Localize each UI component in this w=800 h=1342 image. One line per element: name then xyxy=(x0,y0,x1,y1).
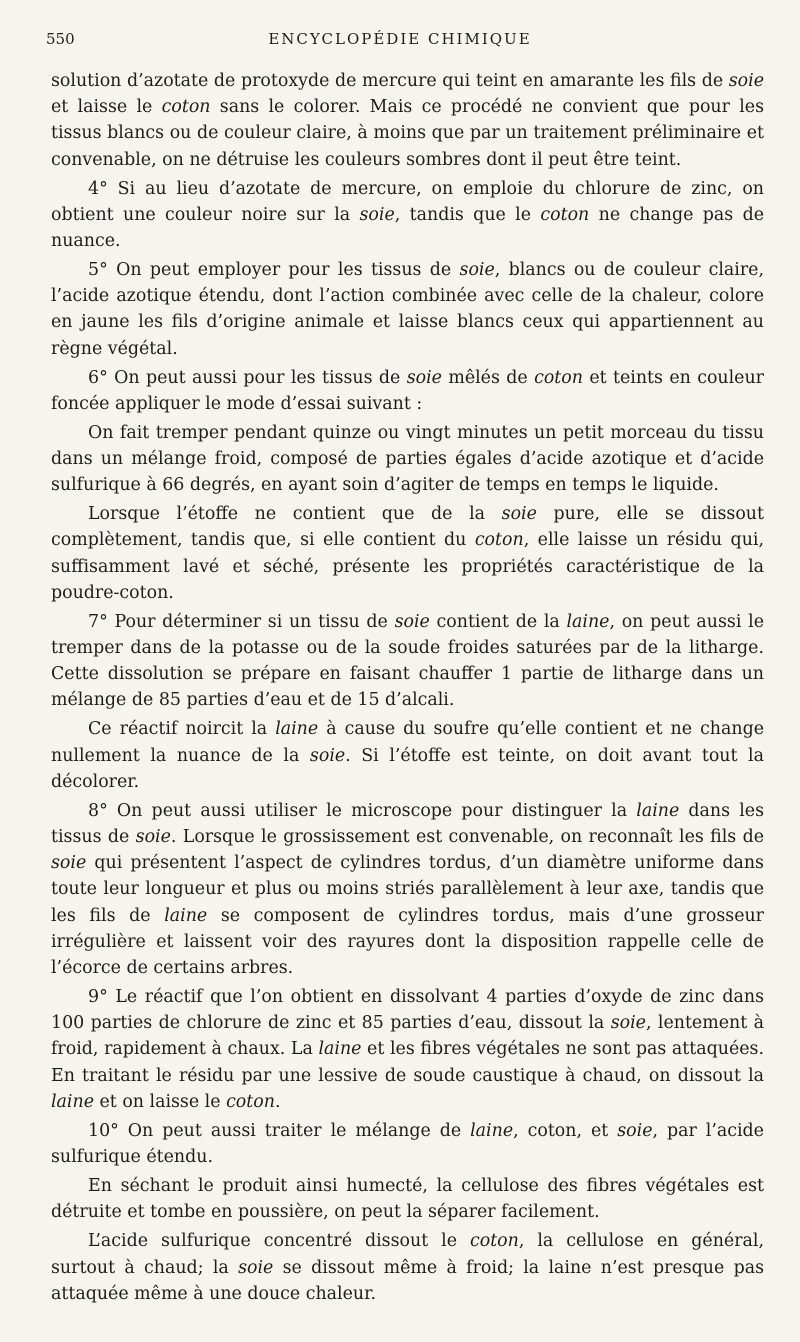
running-title: ENCYCLOPÉDIE CHIMIQUE xyxy=(268,30,532,48)
text-run: , par l’acide sulfurique étendu. xyxy=(51,1120,764,1168)
paragraph xyxy=(51,798,764,981)
paragraph xyxy=(51,501,764,606)
text-run: 4° Si au lieu d’azotate de mercure, on emploie du chlorure de zinc, on obtient une couleur noire sur la xyxy=(51,178,764,225)
text-run: , tandis que le xyxy=(394,204,541,225)
text-run: mêlés de xyxy=(441,367,535,388)
italic-term: soie xyxy=(501,504,537,525)
text-run: 10° On peut aussi traiter le mélange de xyxy=(88,1120,471,1141)
italic-term: soie xyxy=(610,1013,646,1034)
italic-term: laine xyxy=(636,800,680,821)
paragraph xyxy=(51,68,764,173)
italic-term: soie xyxy=(394,611,430,632)
text-run: et on laisse le xyxy=(93,1091,227,1112)
text-run: 9° Le réactif que l’on obtient en dissolvant 4 parties d’oxyde de zinc dans 100 parties de chlorure de zinc et 85 parties d’eau, dissout la xyxy=(51,987,764,1034)
text-run: contient de la xyxy=(429,611,567,632)
text-run: et laisse le xyxy=(51,97,162,118)
text-run: solution d’azotate de protoxyde de mercure qui teint en amarante les fils de xyxy=(51,71,729,91)
text-run: En séchant le produit ainsi humecté, la cellulose des fibres végétales est détruite et tombe en poussière, on peut la séparer facilement. xyxy=(51,1176,764,1223)
text-run: Lorsque l’étoffe ne contient que de la xyxy=(88,504,502,525)
italic-term: coton xyxy=(161,97,211,118)
italic-term: soie xyxy=(728,71,764,91)
text-run: . xyxy=(274,1091,281,1112)
text-run: sans le colorer. Mais ce procédé ne convient que pour les tissus blancs ou de couleur claire, à moins que par un traitement préliminaire et convenable, on ne détruise les couleurs sombres dont il peut être teint. xyxy=(51,97,764,170)
text-run: dans les tissus de xyxy=(51,800,764,848)
text-run: à cause du soufre qu’elle contient et ne change nullement la nuance de la xyxy=(51,719,764,766)
italic-term: soie xyxy=(459,260,495,281)
text-run: qui présentent l’aspect de cylindres tordus, d’un diamètre uniforme dans toute leur longueur et plus ou moins striés parallèlement à leur axe, tandis que les fils de xyxy=(51,853,764,926)
text-run: Ce réactif noircit la xyxy=(88,719,276,740)
italic-term: soie xyxy=(617,1120,653,1141)
paragraph xyxy=(51,1118,764,1170)
text-run: , on peut aussi le tremper dans de la potasse ou de la soude froides saturées par de la litharge. Cette dissolution se prépare en faisant chauffer 1 partie de litharge dans un mélange de 85 parties d’eau et de 15 d’alcali. xyxy=(51,611,764,711)
text-run: ne change pas de nuance. xyxy=(51,204,764,252)
text-run: 5° On peut employer pour les tissus de xyxy=(88,260,460,281)
text-run: et teints en couleur foncée appliquer le mode d’essai suivant : xyxy=(51,367,764,414)
text-run: 8° On peut aussi utiliser le microscope pour distinguer la xyxy=(88,800,637,821)
paragraph xyxy=(51,1173,764,1225)
text-run: , lentement à froid, rapidement à chaux. La xyxy=(51,1013,764,1060)
page-number: 550 xyxy=(46,30,75,48)
text-run: 7° Pour déterminer si un tissu de xyxy=(88,611,395,632)
italic-term: soie xyxy=(238,1257,274,1278)
text-run: 6° On peut aussi pour les tissus de xyxy=(88,367,407,388)
paragraph xyxy=(51,1228,764,1307)
paragraph xyxy=(51,420,764,499)
text-run: , elle laisse un résidu qui, suffisamment lavé et séché, présente les propriétés caractéristique de la poudre-coton. xyxy=(51,530,764,603)
italic-term: coton xyxy=(540,204,590,225)
page-header xyxy=(46,30,754,54)
paragraph xyxy=(51,716,764,795)
italic-term: laine xyxy=(51,1091,94,1112)
text-run: On fait tremper pendant quinze ou vingt minutes un petit morceau du tissu dans un mélange froid, composé de parties égales d’acide azotique et d’acide sulfurique à 66 degrés, en ayant soin d’agiter de temps en temps le liquide. xyxy=(51,422,764,496)
italic-term: laine xyxy=(164,905,208,926)
text-run: se dissout même à froid; la laine n’est presque pas attaquée même à une douce chaleur. xyxy=(51,1257,764,1304)
italic-term: soie xyxy=(359,204,395,225)
text-run: pure, elle se dissout complètement, tandis que, si elle contient du xyxy=(51,504,764,551)
paragraph xyxy=(51,609,764,714)
italic-term: soie xyxy=(51,853,87,874)
italic-term: laine xyxy=(318,1039,362,1060)
text-run: , coton, et xyxy=(513,1120,618,1141)
text-run: . Si l’étoffe est teinte, on doit avant tout la décolorer. xyxy=(51,745,764,792)
italic-term: soie xyxy=(135,827,171,848)
text-run: et les fibres végétales ne sont pas attaquées. En traitant le résidu par une lessive de soude caustique à chaud, on dissout la xyxy=(51,1039,764,1086)
body-text xyxy=(51,68,764,1310)
paragraph xyxy=(51,257,764,362)
italic-term: soie xyxy=(406,367,442,388)
italic-term: laine xyxy=(566,611,610,632)
paragraph xyxy=(51,365,764,417)
text-run: , blancs ou de couleur claire, l’acide azotique étendu, dont l’action combinée avec celle de la chaleur, colore en jaune les fils d’origine animale et laisse blancs ceux qui appartiennent au règne végétal. xyxy=(51,260,764,359)
italic-term: coton xyxy=(534,367,583,388)
text-run: L’acide sulfurique concentré dissout le xyxy=(88,1231,470,1252)
text-run: . Lorsque le grossissement est convenable, on reconnaît les fils de xyxy=(170,827,764,848)
italic-term: coton xyxy=(226,1091,275,1112)
italic-term: laine xyxy=(275,719,319,740)
text-run: , la cellulose en général, surtout à chaud; la xyxy=(51,1231,764,1278)
italic-term: coton xyxy=(469,1231,519,1252)
italic-term: coton xyxy=(474,530,524,551)
text-run: se composent de cylindres tordus, mais d’une grosseur irrégulière et laissent voir des rayures dont la disposition rappelle celle de l’écorce de certains arbres. xyxy=(51,905,764,979)
paragraph xyxy=(51,984,764,1115)
italic-term: laine xyxy=(470,1120,514,1141)
italic-term: soie xyxy=(309,745,346,766)
paragraph xyxy=(51,176,764,255)
